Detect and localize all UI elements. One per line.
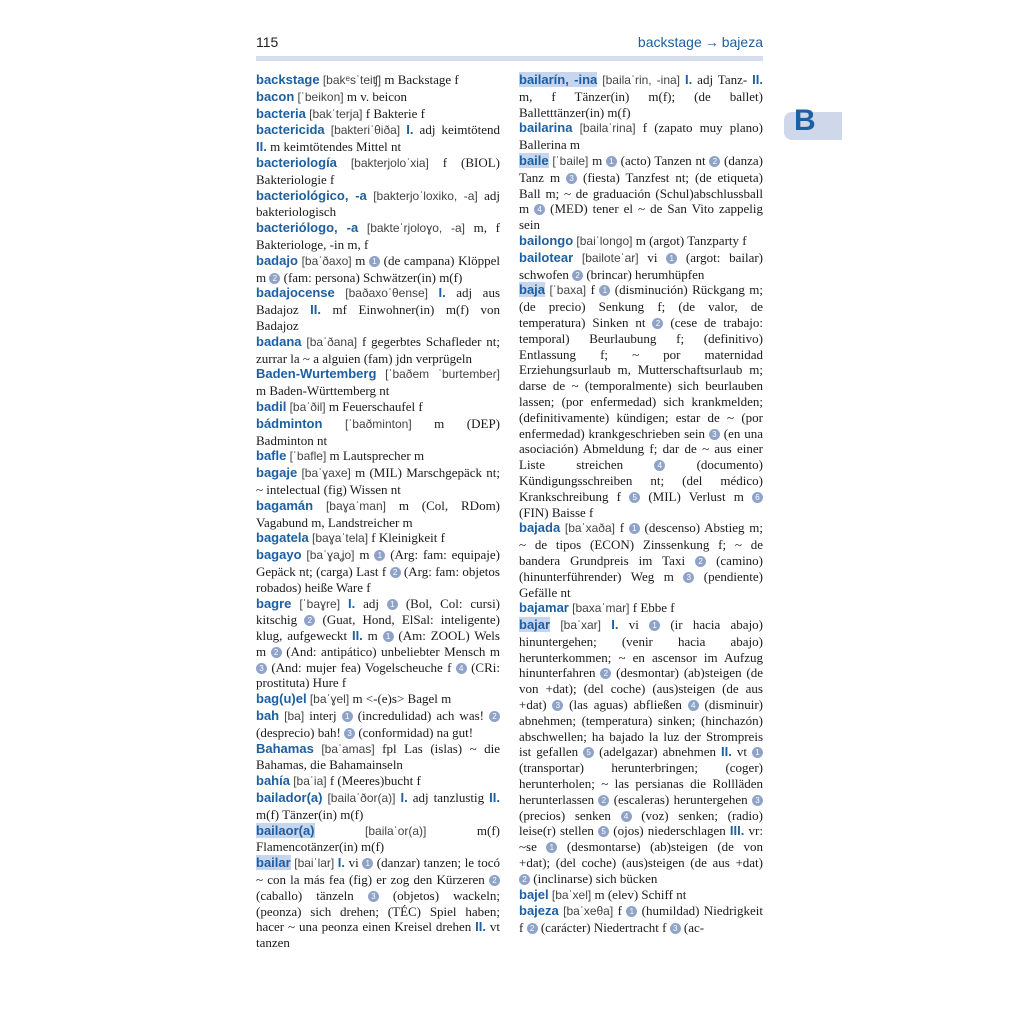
entry-definition: m (Col, RDom) Vagabund m, Landstreicher m [256, 497, 501, 530]
entry-definition: adj bakteriologisch [256, 187, 501, 220]
entry-headword: bagre [256, 595, 292, 611]
entry-headword: bacteriología [256, 154, 337, 170]
dictionary-entry [256, 530, 500, 547]
entry-definition: I. adj Tanz- II. m, f Tänzer(in) m(f); (de ballet) Balletttänzer(in) m(f) [519, 72, 764, 120]
entry-definition: f 1 (disminución) Rückgang m; (de precio) Senkung f; (de valor, de temperatura) Sinken nt 2 (cese de trabajo: temporal) Beurlaubung f; (definitivo) Entlassung f; ~ por maternidad Erziehungsurlaub m, Mutterschaftsurlaub m; darse de ~ (temporalmente) sich beurlauben lassen; (por enfermedad) sich krankmelden; (definitivamente) kündigen; estar de ~ (por enfermedad) krankgeschrieben sein 3 (en una asociación) Abmeldung f; dar de ~ aus einer Liste streichen 4 (documento) Kündigungsschreiben nt; (del médico) Krankschreibung f 5 (MIL) Verlust m 6 (FIN) Baisse f [519, 282, 764, 520]
entry-definition: m (DEP) Badminton nt [256, 415, 501, 448]
entry-headword: bahía [256, 773, 290, 789]
entry-headword: baile [519, 152, 549, 168]
entry-definition: interj 1 (incredulidad) ach was! 2 (desprecio) bah! 3 (conformidad) na gut! [256, 708, 500, 740]
entry-headword: bag(u)el [256, 691, 307, 707]
entry-definition: f 1 (humildad) Niedrigkeit f 2 (carácter) Niedertracht f 3 (ac- [519, 903, 764, 936]
sense-number-icon: 3 [368, 891, 379, 902]
entry-pronunciation: [baˈɣaxe] [301, 466, 351, 481]
entry-headword: bagayo [256, 547, 302, 563]
sense-number-icon: 1 [342, 711, 353, 722]
grammar-block-marker: II. [256, 139, 267, 155]
running-head-to: bajeza [721, 34, 763, 50]
entry-headword: Baden-Wurtemberg [256, 366, 377, 382]
entry-pronunciation: [baˈɣaʝo] [306, 548, 355, 563]
entry-definition: m v. beicon [346, 88, 407, 104]
dictionary-entry [256, 823, 500, 856]
page-number: 115 [256, 34, 279, 50]
entry-headword: bailongo [519, 232, 574, 248]
entry-definition: f Kleinigkeit f [371, 530, 445, 546]
sense-number-icon: 2 [600, 668, 611, 679]
dictionary-entry [256, 547, 500, 595]
entry-definition: I. adj tanzlustig II. m(f) Tänzer(in) m(f) [256, 790, 500, 822]
entry-definition: f 1 (descenso) Abstieg m; ~ de tipos (ECON) Zinssenkung f; ~ de bandera Grundpreis im Taxi 2 (camino) (hinunterführender) Weg m 3 (pendiente) Gefälle nt [519, 520, 764, 600]
sense-number-icon: 2 [709, 156, 720, 167]
entry-headword: bailarín, -ina [519, 72, 598, 87]
entry-headword: bagatela [256, 530, 309, 546]
dictionary-entry [256, 790, 500, 823]
sense-number-icon: 1 [362, 858, 373, 869]
sense-number-icon: 3 [670, 923, 681, 934]
entry-pronunciation: [bailaˈrina] [579, 121, 636, 136]
entry-definition: f (BIOL) Bakteriologie f [256, 154, 500, 187]
dictionary-entry [256, 498, 500, 531]
sense-number-icon: 1 [606, 156, 617, 167]
dictionary-entry [519, 520, 763, 600]
sense-number-icon: 1 [649, 620, 660, 631]
dictionary-entry [256, 366, 500, 399]
dictionary-entry [519, 250, 763, 283]
sense-number-icon: 6 [752, 492, 763, 503]
entry-definition: m 1 (de campana) Klöppel m 2 (fam: persona) Schwätzer(in) m(f) [256, 252, 500, 285]
dictionary-entry [256, 741, 500, 774]
sense-number-icon: 4 [456, 663, 467, 674]
dictionary-entry [256, 89, 500, 106]
entry-definition: m (elev) Schiff nt [594, 886, 687, 902]
dictionary-entry [256, 708, 500, 741]
entry-definition: I. adj keimtötend II. m keimtötendes Mittel nt [256, 122, 501, 155]
entry-headword: bajar [519, 617, 551, 633]
entry-pronunciation: [ˈbafle] [289, 449, 327, 464]
dictionary-entry [256, 72, 500, 89]
dictionary-entry [256, 106, 500, 123]
entry-headword: bailaor(a) [256, 822, 315, 838]
entry-headword: bacon [256, 88, 295, 104]
entry-definition: f (Meeres)bucht f [329, 773, 421, 789]
entry-headword: badana [256, 333, 302, 349]
sense-number-icon: 3 [683, 572, 694, 583]
sense-number-icon: 1 [546, 842, 557, 853]
dictionary-entry [256, 399, 500, 416]
sense-number-icon: 1 [626, 906, 637, 917]
sense-number-icon: 2 [271, 647, 282, 658]
entry-headword: bailar [256, 855, 291, 871]
entry-definition: fpl Las (islas) ~ die Bahamas, die Bahamainseln [256, 740, 501, 773]
thumb-index-letter: B [794, 104, 816, 137]
entry-pronunciation: [bailaˈor(a)] [365, 823, 427, 838]
entry-pronunciation: [baiˈlongo] [576, 233, 633, 248]
grammar-block-marker: I. [611, 617, 619, 633]
grammar-block-marker: II. [721, 744, 732, 760]
entry-headword: bailotear [519, 249, 574, 265]
sense-number-icon: 4 [621, 811, 632, 822]
entry-headword: baja [519, 282, 546, 298]
entry-pronunciation: [bailaˈðor(a)] [327, 791, 396, 806]
sense-number-icon: 2 [527, 923, 538, 934]
entry-pronunciation: [baiˈlar] [294, 856, 335, 871]
entry-definition: f Ebbe f [632, 600, 675, 616]
entry-pronunciation: [bakterjoˈloxiko, -a] [373, 188, 478, 203]
sense-number-icon: 1 [599, 285, 610, 296]
dictionary-entry [256, 448, 500, 465]
dictionary-entry [256, 155, 500, 188]
entry-pronunciation: [baˈxar] [560, 618, 602, 633]
entry-headword: Bahamas [256, 740, 314, 756]
entry-headword: bafle [256, 448, 287, 464]
left-column [256, 72, 500, 951]
entry-definition: m 1 (acto) Tanzen nt 2 (danza) Tanz m 3 (fiesta) Tanzfest nt; (de etiqueta) Ball m; ~ de graduación (Schul)abschlussball m 4 (MED) tener el ~ de San Vito zappelig sein [519, 152, 764, 233]
entry-pronunciation: [bakterjoloˈxia] [350, 155, 429, 170]
sense-number-icon: 1 [387, 599, 398, 610]
entry-definition: f (zapato muy plano) Ballerina m [519, 120, 764, 153]
entry-definition: I. adj 1 (Bol, Col: cursi) kitschig 2 (Guat, Hond, ElSal: inteligente) klug, aufgeweckt II. m 1 (Am: ZOOL) Wels m 2 (And: antipático) unbeliebter Mensch m 3 (And: mujer fea) Vogelscheuche f 4 (CRi: prostituta) Hure f [256, 595, 501, 691]
sense-number-icon: 1 [369, 256, 380, 267]
entry-headword: bacteriológico, -a [256, 187, 367, 203]
entry-pronunciation: [bakteriˈθiða] [330, 123, 401, 138]
dictionary-entry [519, 120, 763, 153]
entry-headword: bagamán [256, 497, 314, 513]
entry-pronunciation: [baˈðaxo] [301, 253, 352, 268]
sense-number-icon: 5 [598, 826, 609, 837]
sense-number-icon: 1 [629, 523, 640, 534]
entry-pronunciation: [baˈxeθa] [563, 904, 614, 919]
entry-pronunciation: [baˈxel] [551, 887, 592, 902]
entry-pronunciation: [ˈbaðem ˈburtembeɾ] [385, 367, 500, 382]
dictionary-entry [256, 691, 500, 708]
entry-headword: bacteriólogo, -a [256, 220, 359, 236]
sense-number-icon: 2 [390, 567, 401, 578]
dictionary-entry [519, 903, 763, 936]
entry-pronunciation: [bakᵉsˈteiʧ] [322, 73, 382, 87]
entry-definition: m Backstage f [384, 72, 459, 87]
dictionary-entry [519, 887, 763, 904]
sense-number-icon: 2 [652, 318, 663, 329]
dictionary-entry [519, 233, 763, 250]
entry-definition: f gegerbtes Schafleder nt; zurrar la ~ a alguien (fam) jdn verprügeln [256, 333, 501, 366]
grammar-block-marker: II. [489, 790, 500, 806]
entry-headword: badajo [256, 252, 298, 268]
entry-pronunciation: [bakteˈrjoloɣo, -a] [366, 221, 465, 236]
entry-headword: backstage [256, 72, 320, 87]
entry-headword: bailador(a) [256, 790, 323, 806]
entry-definition: m(f) Flamencotänzer(in) m(f) [256, 822, 501, 855]
entry-pronunciation: [baxaˈmar] [572, 601, 630, 616]
sense-number-icon: 3 [552, 700, 563, 711]
sense-number-icon: 4 [534, 204, 545, 215]
entry-headword: bajamar [519, 600, 569, 616]
entry-headword: bah [256, 708, 280, 724]
grammar-block-marker: I. [337, 855, 346, 871]
entry-pronunciation: [bailoteˈar] [581, 250, 639, 265]
sense-number-icon: 2 [572, 270, 583, 281]
entry-definition: m Lautsprecher m [329, 448, 425, 464]
entry-pronunciation: [baˈxaða] [564, 521, 615, 536]
entry-headword: bagaje [256, 465, 298, 481]
entry-pronunciation: [ˈbaðminton] [344, 416, 412, 431]
dictionary-entry [256, 285, 500, 333]
dictionary-entry [256, 416, 500, 449]
sense-number-icon: 1 [752, 747, 763, 758]
dictionary-entry [256, 334, 500, 367]
sense-number-icon: 4 [654, 460, 665, 471]
sense-number-icon: 5 [583, 747, 594, 758]
entry-headword: bajeza [519, 903, 559, 919]
dictionary-entry [256, 220, 500, 253]
grammar-block-marker: II. [310, 302, 321, 318]
entry-headword: bajel [519, 886, 549, 902]
sense-number-icon: 2 [519, 874, 530, 885]
sense-number-icon: 3 [566, 173, 577, 184]
entry-definition: I. vi 1 (ir hacia abajo) hinuntergehen; (venir hacia abajo) herunterkommen; ~ en ascensor im Aufzug hinunterfahren 2 (desmontar) (ab)steigen (de von +dat); (del coche) (aus)steigen (de aus +dat) 3 (las aguas) abfließen 4 (disminuir) abnehmen; (temperatura) sinken; (hinchazón) abschwellen; ha bajado la luz der Strompreis ist gefallen 5 (adelgazar) abnehmen II. vt 1 (transportar) herunterbringen; (coger) herunterholen; ~ las persianas die Rollläden herunterlassen 2 (escaleras) heruntergehen 3 (precios) senken 4 (voz) senken; (radio) leise(r) stellen 5 (ojos) niederschlagen III. vr: ~se 1 (desmontarse) (ab)steigen (de von +dat); (del coche) (aus)steigen (de aus +dat) 2 (inclinarse) sich bücken [519, 617, 764, 886]
running-head-from: backstage [637, 34, 702, 50]
dictionary-entry [519, 153, 763, 233]
dictionary-entry [519, 72, 763, 120]
entry-definition: f Bakterie f [365, 105, 425, 121]
dictionary-entry [519, 282, 763, 520]
grammar-block-marker: III. [729, 823, 745, 839]
sense-number-icon: 2 [489, 875, 500, 886]
grammar-block-marker: I. [684, 72, 693, 87]
entry-headword: bailarina [519, 120, 573, 136]
entry-pronunciation: [ˈbaɣre] [299, 596, 341, 611]
sense-number-icon: 2 [304, 615, 315, 626]
sense-number-icon: 1 [666, 253, 677, 264]
sense-number-icon: 3 [752, 795, 763, 806]
sense-number-icon: 3 [709, 429, 720, 440]
entry-definition: m, f Bakteriologe, -in m, f [256, 220, 500, 252]
entry-definition: m (MIL) Marschgepäck nt; ~ intelectual (fig) Wissen nt [256, 465, 501, 497]
entry-pronunciation: [ˈbeikon] [297, 89, 344, 104]
entry-pronunciation: [bakˈterja] [309, 106, 363, 121]
entry-definition: vi 1 (argot: bailar) schwofen 2 (brincar) herumhüpfen [519, 249, 763, 282]
sense-number-icon: 2 [489, 711, 500, 722]
sense-number-icon: 1 [383, 631, 394, 642]
entry-headword: bacteria [256, 105, 306, 121]
dictionary-entry [256, 465, 500, 498]
sense-number-icon: 2 [695, 556, 706, 567]
entry-pronunciation: [baɣaˈtela] [312, 531, 369, 546]
entry-pronunciation: [ˈbaile] [552, 153, 589, 168]
sense-number-icon: 3 [344, 728, 355, 739]
entry-pronunciation: [baɣaˈman] [325, 498, 386, 513]
entry-pronunciation: [baˈɣel] [309, 692, 350, 707]
dictionary-entry [256, 253, 500, 286]
entry-headword: bactericida [256, 122, 325, 138]
sense-number-icon: 4 [688, 700, 699, 711]
entry-definition: m (argot) Tanzparty f [635, 232, 747, 248]
entry-pronunciation: [baˈia] [293, 774, 327, 789]
grammar-block-marker: I. [400, 790, 408, 806]
dictionary-entry [256, 773, 500, 790]
sense-number-icon: 1 [374, 550, 385, 561]
entry-definition: m 1 (Arg: fam: equipaje) Gepäck nt; (carga) Last f 2 (Arg: fam: objetos robados) heiße Ware f [256, 547, 501, 595]
entry-pronunciation: [ba] [284, 709, 305, 724]
header-rule [256, 56, 763, 61]
grammar-block-marker: I. [406, 122, 414, 138]
sense-number-icon: 3 [256, 663, 267, 674]
entry-pronunciation: [ˈbaxa] [549, 283, 587, 298]
entry-headword: bádminton [256, 415, 323, 431]
sense-number-icon: 5 [629, 492, 640, 503]
entry-definition: I. vi 1 (danzar) tanzen; le tocó ~ con la más fea (fig) er zog den Kürzeren 2 (caballo) tänzeln 3 (objetos) wackeln; (peonza) sich drehen; (TÉC) Spiel haben; hacer ~ una peonza einen Kreisel drehen II. vt tanzen [256, 855, 500, 951]
entry-headword: badajocense [256, 285, 335, 301]
grammar-block-marker: II. [475, 919, 486, 935]
entry-pronunciation: [baðaxoˈθense] [345, 286, 429, 301]
grammar-block-marker: II. [752, 72, 764, 87]
entry-pronunciation: [baˈðil] [289, 399, 326, 414]
entry-pronunciation: [baˈamas] [321, 741, 375, 756]
dictionary-entry [256, 596, 500, 692]
arrow-icon: → [704, 34, 719, 50]
entry-headword: bajada [519, 520, 561, 536]
entry-definition: I. adj aus Badajoz II. mf Einwohner(in) m(f) von Badajoz [256, 285, 500, 333]
entry-definition: m <-(e)s> Bagel m [352, 691, 452, 707]
sense-number-icon: 2 [598, 795, 609, 806]
dictionary-entry [256, 122, 500, 155]
running-head [638, 34, 763, 50]
entry-pronunciation: [baˈðana] [306, 334, 358, 349]
entry-headword: badil [256, 398, 287, 414]
entry-definition: m Baden-Württemberg nt [256, 383, 390, 399]
dictionary-entry [519, 600, 763, 617]
entry-definition: m Feuerschaufel f [328, 398, 423, 414]
grammar-block-marker: II. [351, 628, 363, 644]
sense-number-icon: 2 [269, 273, 280, 284]
right-column [519, 72, 763, 936]
dictionary-entry [256, 188, 500, 221]
grammar-block-marker: I. [438, 285, 446, 301]
entry-pronunciation: [bailaˈrin, -ina] [602, 73, 681, 87]
dictionary-entry [519, 617, 763, 887]
dictionary-entry [256, 855, 500, 951]
grammar-block-marker: I. [347, 595, 356, 611]
